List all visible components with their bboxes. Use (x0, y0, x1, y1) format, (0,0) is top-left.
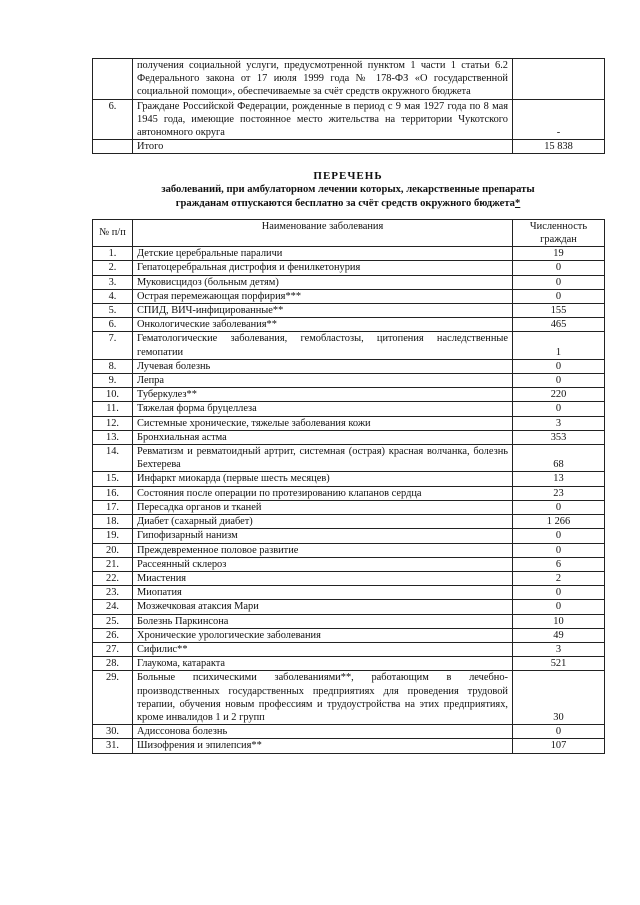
disease-count: 10 (513, 614, 605, 628)
disease-row (93, 515, 605, 529)
disease-name: Гипофизарный нанизм (133, 529, 513, 543)
disease-name: Детские церебральные параличи (133, 247, 513, 261)
disease-count: 155 (513, 304, 605, 318)
document-page (92, 58, 604, 754)
disease-number: 6. (93, 318, 133, 332)
disease-row (93, 500, 605, 514)
disease-number: 13. (93, 430, 133, 444)
disease-count: 23 (513, 486, 605, 500)
disease-number: 31. (93, 739, 133, 753)
disease-count: 0 (513, 529, 605, 543)
disease-number: 15. (93, 472, 133, 486)
list-subtitle-line2: гражданам отпускаются бесплатно за счёт средств окружного бюджета (175, 197, 515, 209)
disease-name: Хронические урологические заболевания (133, 628, 513, 642)
disease-count: 0 (513, 374, 605, 388)
disease-name: Больные психическими заболеваниями**, работающим в лечебно-производственных государственных предприятиях для проведения трудовой терапии, обучения новым профессиям и трудоустройства на этих предприятиях, кроме инвалидов 1 и 2 групп (133, 671, 513, 725)
disease-count: 49 (513, 628, 605, 642)
disease-name: Туберкулез** (133, 388, 513, 402)
disease-count: 0 (513, 359, 605, 373)
disease-number: 26. (93, 628, 133, 642)
disease-count: 0 (513, 600, 605, 614)
disease-count: 465 (513, 318, 605, 332)
disease-row (93, 725, 605, 739)
disease-name: Рассеянный склероз (133, 557, 513, 571)
disease-row (93, 332, 605, 359)
disease-row (93, 374, 605, 388)
disease-row (93, 318, 605, 332)
disease-row (93, 657, 605, 671)
disease-row (93, 247, 605, 261)
disease-row (93, 671, 605, 725)
list-title: ПЕРЕЧЕНЬ (313, 170, 383, 183)
diseases-table-header (93, 219, 605, 246)
disease-row (93, 402, 605, 416)
disease-number: 23. (93, 586, 133, 600)
benefits-summary-body (93, 59, 605, 154)
disease-row (93, 304, 605, 318)
header-num: № п/п (93, 219, 133, 246)
disease-number: 30. (93, 725, 133, 739)
disease-name: Бронхиальная астма (133, 430, 513, 444)
disease-number: 29. (93, 671, 133, 725)
disease-name: Пересадка органов и тканей (133, 500, 513, 514)
disease-count: 2 (513, 571, 605, 585)
summary-row (93, 59, 605, 100)
disease-name: Онкологические заболевания** (133, 318, 513, 332)
disease-number: 9. (93, 374, 133, 388)
disease-name: Мозжечковая атаксия Мари (133, 600, 513, 614)
disease-row (93, 739, 605, 753)
disease-row (93, 472, 605, 486)
disease-number: 25. (93, 614, 133, 628)
disease-row (93, 543, 605, 557)
category-text: Итого (133, 140, 513, 154)
row-number: 6. (93, 99, 133, 140)
disease-name: Преждевременное половое развитие (133, 543, 513, 557)
disease-name: Сифилис** (133, 642, 513, 656)
disease-count: 0 (513, 261, 605, 275)
disease-count: 6 (513, 557, 605, 571)
disease-row (93, 600, 605, 614)
disease-name: Муковисцидоз (больным детям) (133, 275, 513, 289)
disease-row (93, 586, 605, 600)
disease-count: 19 (513, 247, 605, 261)
disease-number: 11. (93, 402, 133, 416)
disease-number: 5. (93, 304, 133, 318)
disease-row (93, 571, 605, 585)
disease-name: Состояния после операции по протезированию клапанов сердца (133, 486, 513, 500)
benefits-summary-table (92, 58, 605, 154)
disease-count: 0 (513, 586, 605, 600)
disease-count: 1 (513, 332, 605, 359)
footnote-link[interactable]: * (514, 197, 521, 209)
disease-name: Гепатоцеребральная дистрофия и фенилкетонурия (133, 261, 513, 275)
disease-name: Миастения (133, 571, 513, 585)
disease-count: 107 (513, 739, 605, 753)
disease-name: Лучевая болезнь (133, 359, 513, 373)
disease-count: 0 (513, 289, 605, 303)
disease-number: 12. (93, 416, 133, 430)
row-number (93, 140, 133, 154)
disease-name: Миопатия (133, 586, 513, 600)
disease-number: 16. (93, 486, 133, 500)
row-number (93, 59, 133, 100)
disease-count: 3 (513, 416, 605, 430)
disease-number: 3. (93, 275, 133, 289)
disease-number: 27. (93, 642, 133, 656)
disease-number: 21. (93, 557, 133, 571)
header-name: Наименование заболевания (133, 219, 513, 246)
disease-count: 3 (513, 642, 605, 656)
disease-name: Гематологические заболевания, гемобластозы, цитопения наследственные гемопатии (133, 332, 513, 359)
disease-count: 0 (513, 402, 605, 416)
disease-count: 0 (513, 543, 605, 557)
header-count: Численность граждан (513, 219, 605, 246)
disease-name: Лепра (133, 374, 513, 388)
disease-number: 19. (93, 529, 133, 543)
disease-name: Болезнь Паркинсона (133, 614, 513, 628)
disease-count: 521 (513, 657, 605, 671)
disease-count: 353 (513, 430, 605, 444)
disease-row (93, 261, 605, 275)
category-text: Граждане Российской Федерации, рожденные в период с 9 мая 1927 года по 8 мая 1945 года, имеющие постоянное место жительства на территории Чукотского автономного округа (133, 99, 513, 140)
disease-name: Ревматизм и ревматоидный артрит, системная (острая) красная волчанка, болезнь Бехтерева (133, 445, 513, 472)
disease-row (93, 388, 605, 402)
category-text: получения социальной услуги, предусмотренной пунктом 1 части 1 статьи 6.2 Федерального закона от 17 июля 1999 года № 178-ФЗ «О государственной социальной помощи», обеспечиваемые за счёт средств окружного бюджета (133, 59, 513, 100)
disease-row (93, 359, 605, 373)
disease-number: 18. (93, 515, 133, 529)
disease-row (93, 289, 605, 303)
disease-row (93, 445, 605, 472)
category-value: - (513, 99, 605, 140)
disease-name: Острая перемежающая порфирия*** (133, 289, 513, 303)
disease-count: 13 (513, 472, 605, 486)
disease-number: 4. (93, 289, 133, 303)
disease-number: 17. (93, 500, 133, 514)
disease-count: 0 (513, 725, 605, 739)
disease-row (93, 614, 605, 628)
disease-row (93, 486, 605, 500)
disease-number: 28. (93, 657, 133, 671)
disease-count: 0 (513, 500, 605, 514)
disease-row (93, 430, 605, 444)
disease-count: 1 266 (513, 515, 605, 529)
disease-name: СПИД, ВИЧ-инфицированные** (133, 304, 513, 318)
disease-number: 14. (93, 445, 133, 472)
category-value: 15 838 (513, 140, 605, 154)
list-subtitle (92, 183, 604, 209)
disease-name: Глаукома, катаракта (133, 657, 513, 671)
disease-count: 68 (513, 445, 605, 472)
disease-number: 22. (93, 571, 133, 585)
disease-row (93, 529, 605, 543)
disease-number: 20. (93, 543, 133, 557)
disease-row (93, 557, 605, 571)
disease-number: 10. (93, 388, 133, 402)
summary-row (93, 140, 605, 154)
disease-number: 24. (93, 600, 133, 614)
disease-name: Системные хронические, тяжелые заболевания кожи (133, 416, 513, 430)
disease-row (93, 628, 605, 642)
disease-name: Инфаркт миокарда (первые шесть месяцев) (133, 472, 513, 486)
disease-count: 220 (513, 388, 605, 402)
disease-name: Адиссонова болезнь (133, 725, 513, 739)
disease-name: Шизофрения и эпилепсия** (133, 739, 513, 753)
disease-number: 1. (93, 247, 133, 261)
disease-row (93, 642, 605, 656)
disease-count: 30 (513, 671, 605, 725)
list-subtitle-line1: заболеваний, при амбулаторном лечении которых, лекарственные препараты (161, 184, 535, 196)
diseases-table-body (93, 247, 605, 753)
diseases-table (92, 219, 605, 754)
disease-name: Тяжелая форма бруцеллеза (133, 402, 513, 416)
disease-name: Диабет (сахарный диабет) (133, 515, 513, 529)
summary-row (93, 99, 605, 140)
disease-number: 8. (93, 359, 133, 373)
disease-number: 2. (93, 261, 133, 275)
disease-row (93, 275, 605, 289)
category-value (513, 59, 605, 100)
disease-number: 7. (93, 332, 133, 359)
disease-row (93, 416, 605, 430)
disease-count: 0 (513, 275, 605, 289)
